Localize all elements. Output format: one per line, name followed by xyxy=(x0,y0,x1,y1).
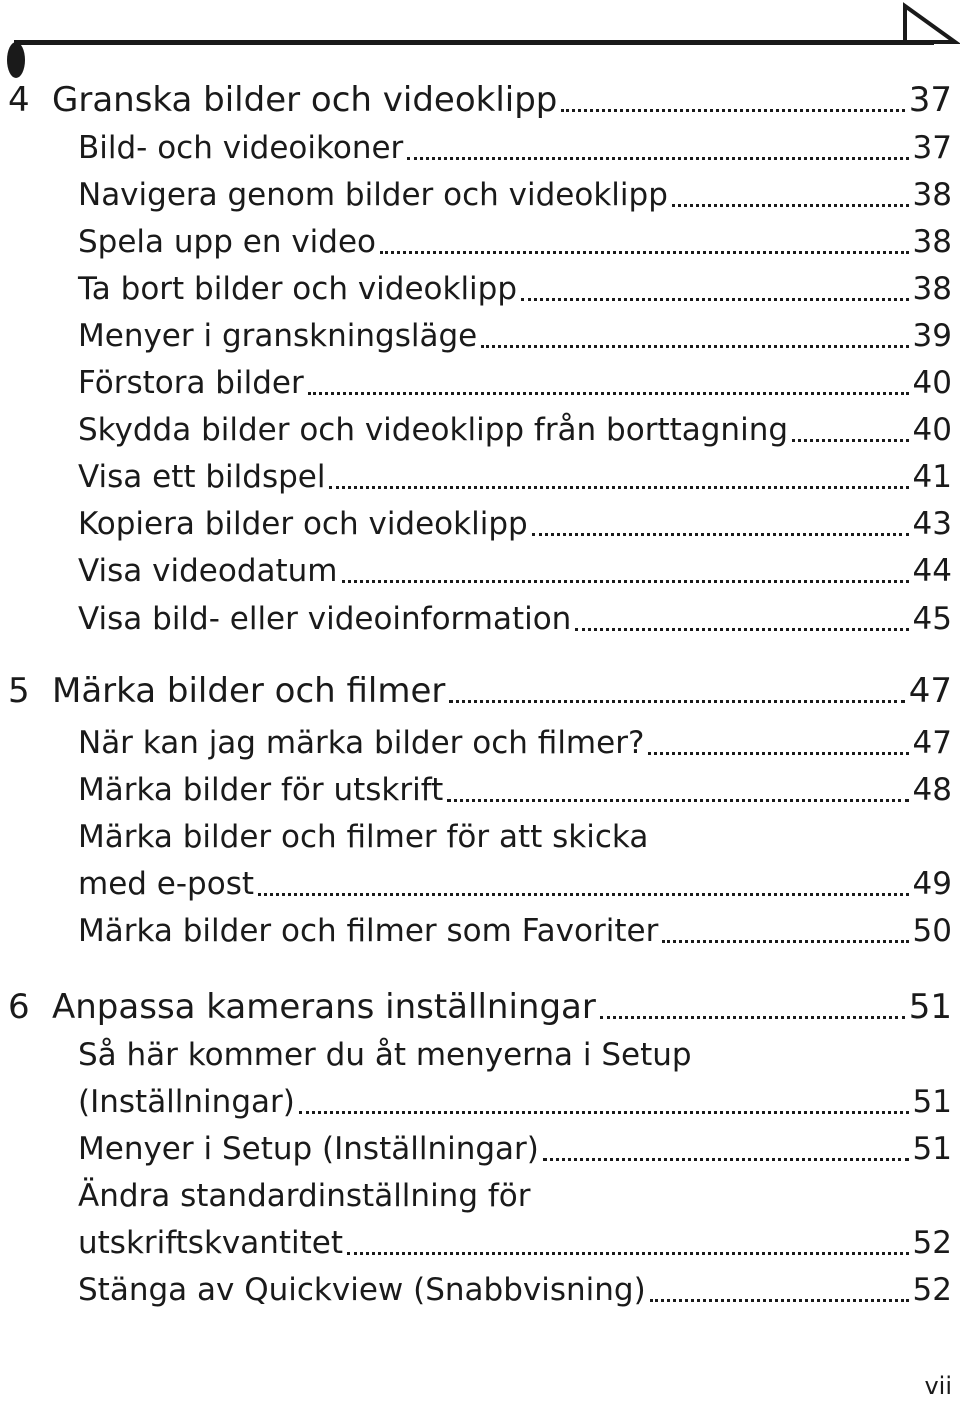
section-entry[interactable] xyxy=(0,768,960,812)
entry-title: Kopiera bilder och videoklipp xyxy=(78,506,528,542)
entry-page-number: 45 xyxy=(912,601,952,637)
section-entry[interactable] xyxy=(0,909,960,953)
entry-page-number: 38 xyxy=(912,271,952,307)
entry-page-number: 48 xyxy=(912,772,952,808)
entry-title: Märka bilder och filmer xyxy=(52,671,446,711)
chapter-entry[interactable] xyxy=(0,669,960,713)
section-entry[interactable] xyxy=(0,408,960,452)
entry-title: Skydda bilder och videoklipp från borttagning xyxy=(78,412,789,448)
entry-title: Navigera genom bilder och videoklipp xyxy=(78,177,668,213)
entry-title: (Inställningar) xyxy=(78,1084,295,1120)
header-rule xyxy=(0,0,960,80)
dot-leader xyxy=(449,700,904,703)
section-entry[interactable] xyxy=(0,1268,960,1312)
entry-title: Menyer i Setup (Inställningar) xyxy=(78,1131,539,1167)
entry-title: Anpassa kamerans inställningar xyxy=(52,987,596,1027)
dot-leader xyxy=(650,1299,909,1302)
entry-page-number: 51 xyxy=(908,987,952,1027)
entry-title: Ändra standardinställning för xyxy=(78,1178,531,1214)
entry-page-number: 51 xyxy=(912,1131,952,1167)
dot-leader xyxy=(308,392,909,395)
entry-title: Märka bilder och filmer som Favoriter xyxy=(78,913,659,949)
entry-title: Visa ett bildspel xyxy=(78,459,326,495)
entry-page-number: 43 xyxy=(912,506,952,542)
section-entry[interactable] xyxy=(0,220,960,264)
entry-page-number: 49 xyxy=(912,866,952,902)
chapter-entry[interactable] xyxy=(0,985,960,1029)
dot-leader xyxy=(447,799,908,802)
dot-leader xyxy=(407,157,908,160)
entry-page-number: 50 xyxy=(912,913,952,949)
entry-page-number: 39 xyxy=(912,318,952,354)
section-entry[interactable] xyxy=(0,597,960,641)
dot-leader xyxy=(792,439,909,442)
section-entry[interactable] xyxy=(0,126,960,170)
chapter-number: 4 xyxy=(8,80,30,120)
section-entry[interactable] xyxy=(0,455,960,499)
section-entry[interactable] xyxy=(0,502,960,546)
entry-title: Spela upp en video xyxy=(78,224,376,260)
dot-leader xyxy=(258,893,909,896)
dot-leader xyxy=(521,298,909,301)
entry-title: Visa bild- eller videoinformation xyxy=(78,601,572,637)
entry-page-number: 51 xyxy=(912,1084,952,1120)
entry-page-number: 47 xyxy=(908,671,952,711)
dot-leader xyxy=(575,628,908,631)
section-entry[interactable] xyxy=(0,1080,960,1124)
entry-title: Ta bort bilder och videoklipp xyxy=(78,271,518,307)
dot-leader xyxy=(662,940,908,943)
entry-title: med e-post xyxy=(78,866,255,902)
section-entry[interactable] xyxy=(0,1127,960,1171)
dot-leader xyxy=(543,1158,909,1161)
entry-page-number: 47 xyxy=(912,725,952,761)
entry-title: Stänga av Quickview (Snabbvisning) xyxy=(78,1272,646,1308)
dot-leader xyxy=(600,1016,905,1019)
entry-page-number: 40 xyxy=(912,412,952,448)
section-entry[interactable] xyxy=(0,1174,960,1218)
section-entry[interactable] xyxy=(0,267,960,311)
section-entry[interactable] xyxy=(0,1033,960,1077)
entry-title: När kan jag märka bilder och filmer? xyxy=(78,725,645,761)
entry-page-number: 37 xyxy=(912,130,952,166)
entry-title: utskriftskvantitet xyxy=(78,1225,344,1261)
entry-title: Bild- och videoikoner xyxy=(78,130,404,166)
dot-leader xyxy=(672,204,909,207)
section-entry[interactable] xyxy=(0,549,960,593)
dot-leader xyxy=(347,1252,909,1255)
section-entry[interactable] xyxy=(0,173,960,217)
section-entry[interactable] xyxy=(0,721,960,765)
dot-leader xyxy=(561,109,904,112)
chapter-entry[interactable] xyxy=(0,78,960,122)
entry-title: Visa videodatum xyxy=(78,553,338,589)
dot-leader xyxy=(532,533,909,536)
entry-page-number: 37 xyxy=(908,80,952,120)
entry-page-number: 38 xyxy=(912,224,952,260)
entry-title: Så här kommer du åt menyerna i Setup xyxy=(78,1037,692,1073)
entry-page-number: 44 xyxy=(912,553,952,589)
entry-page-number: 40 xyxy=(912,365,952,401)
entry-page-number: 52 xyxy=(912,1272,952,1308)
page-number: vii xyxy=(924,1372,952,1400)
section-entry[interactable] xyxy=(0,862,960,906)
entry-page-number: 52 xyxy=(912,1225,952,1261)
chapter-number: 5 xyxy=(8,671,30,711)
dot-leader xyxy=(380,251,909,254)
dot-leader xyxy=(329,486,908,489)
entry-title: Märka bilder och filmer för att skicka xyxy=(78,819,649,855)
section-entry[interactable] xyxy=(0,361,960,405)
dot-leader xyxy=(342,580,909,583)
chapter-number: 6 xyxy=(8,987,30,1027)
dot-leader xyxy=(648,752,908,755)
section-entry[interactable] xyxy=(0,314,960,358)
dot-leader xyxy=(299,1111,909,1114)
dot-leader xyxy=(481,345,908,348)
section-entry[interactable] xyxy=(0,1221,960,1265)
entry-title: Förstora bilder xyxy=(78,365,304,401)
entry-page-number: 41 xyxy=(912,459,952,495)
entry-title: Märka bilder för utskrift xyxy=(78,772,444,808)
entry-title: Menyer i granskningsläge xyxy=(78,318,478,354)
entry-page-number: 38 xyxy=(912,177,952,213)
entry-title: Granska bilder och videoklipp xyxy=(52,80,558,120)
section-entry[interactable] xyxy=(0,815,960,859)
